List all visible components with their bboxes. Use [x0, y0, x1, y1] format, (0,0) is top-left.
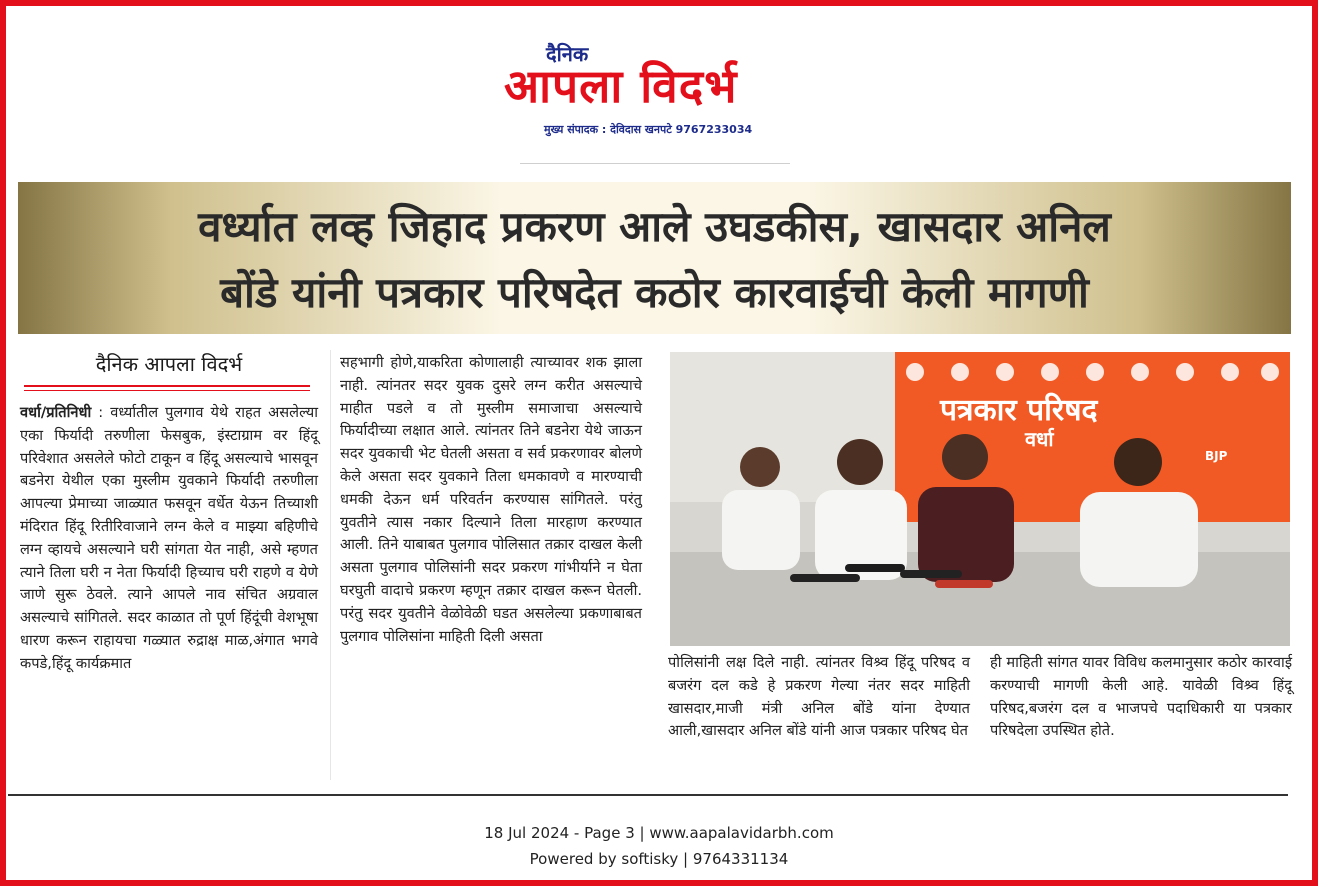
dateline: वर्धा/प्रतिनिधी — [20, 404, 92, 421]
masthead — [504, 40, 824, 140]
article-column-1-text: : वर्ध्यातील पुलगाव येथे राहत असलेल्या एका फिर्यादी तरुणीला फेसबुक, इंस्टाग्राम वर हिंदू परिवेशात असलेले फोटो टाकून व हिंदू असल्याचे भासवून बडनेरा येथील एका मुस्लीम युवकाने फिर्यादी तरुणीला आपल्या प्रेमाच्या जाळ्यात फसवून वर्धेत येऊन तिच्याशी मंदिरात हिंदू रितीरिवाजाने लग्न केले व माझ्या बहिणीचे लग्न व्हायचे असल्याने घरी सांगता येत नाही, असे म्हणत त्याने तिला घरी न नेता फिर्यादी हिच्याच घरी राहणे व येणे जाणे सुरू ठेवले. त्याने आपले नाव संचित अग्रवाल असल्याचे सांगितले. सदर काळात तो पूर्ण हिंदूंची वेशभूषा धारण करून राहायचा गळ्यात रुद्राक्ष माळ,अंगात भगवे कपडे,हिंदू कार्यक्रमात — [20, 404, 318, 672]
headline — [18, 194, 1291, 326]
footer-powered-by: Powered by softisky | 9764331134 — [529, 850, 789, 868]
masthead-rule — [520, 163, 790, 164]
article-column-1 — [20, 402, 318, 676]
banner-title: पत्रकार परिषद — [940, 393, 1098, 428]
byline-rule-thin — [24, 390, 310, 391]
masthead-title: आपला विदर्भ — [504, 59, 738, 113]
press-conference-photo — [670, 352, 1290, 646]
column-divider — [330, 350, 331, 780]
byline: दैनिक आपला विदर्भ — [95, 352, 243, 376]
byline-rule — [24, 385, 310, 387]
clipped-text-fragment — [800, 152, 1260, 166]
article-column-3: पोलिसांनी लक्ष दिले नाही. त्यांनतर विश्र्व हिंदू परिषद व बजरंग दल कडे हे प्रकरण गेल्या नंतर सदर माहिती खासदार,माजी मंत्री अनिल बोंडे यांना देण्यात आली,खासदार अनिल बोंडे यांनी आज पत्रकार परिषद घेत — [668, 654, 970, 740]
footer-date-page: 18 Jul 2024 - Page 3 | www.aapalavidarbh.com — [484, 824, 834, 842]
headline-line-1: वर्ध्यात लव्ह जिहाद प्रकरण आले उघडकीस, खासदार अनिल — [198, 202, 1111, 251]
bjp-mark: BJP — [1205, 449, 1228, 463]
footer-rule — [8, 794, 1288, 796]
masthead-small-title: दैनिक — [546, 42, 589, 66]
article-column-2: सहभागी होणे,याकरिता कोणालाही त्याच्यावर शक झाला नाही. त्यांनतर सदर युवक दुसरे लग्न करीत असल्याचे माहीत पडले व तो मुस्लीम समाजाचा असल्याचे फिर्यादीच्या लक्षात आले. त्यांनतर तिने बडनेरा येथे जाऊन सदर युवकाची भेट घेतली असता व सर्व प्रकरणावर बोलणे केले असता सदर युवकाने तिला धमकावणे व मारण्याची धमकी देऊन धर्म परिवर्तन करण्यास सांगितले. परंतु युवतीने त्यास नकार दिल्याने तिला मारहाण करण्यात आली. तिने याबाबत पुलगाव पोलिसात तक्रार दाखल केली असता पुलगाव पोलिसांनी सदर प्रकरण गांभीर्याने न घेता घरघुती वादाचे प्रकरण म्हणून तक्रार दाखल करून घेतली. परंतु सदर युवतीने वेळोवेळी घडत असलेल्या प्रकणाबाबत पुलगाव पोलिसांना माहिती दिली असता — [340, 354, 642, 645]
editor-line: मुख्य संपादक : देविदास खनपटे 9767233034 — [544, 123, 753, 136]
photo-illustration — [670, 352, 1290, 646]
headline-band — [18, 182, 1291, 334]
article-column-4: ही माहिती सांगत यावर विविध कलमानुसार कठोर कारवाई करण्याची मागणी केली आहे. यावेळी विश्र्व हिंदू परिषद,बजरंग दल व भाजपचे पदाधिकारी या पत्रकार परिषदेला उपस्थित होते. — [990, 654, 1292, 740]
banner-subtitle: वर्धा — [1025, 427, 1054, 451]
headline-line-2: बोंडे यांनी पत्रकार परिषदेत कठोर कारवाईची केली मागणी — [220, 268, 1089, 317]
